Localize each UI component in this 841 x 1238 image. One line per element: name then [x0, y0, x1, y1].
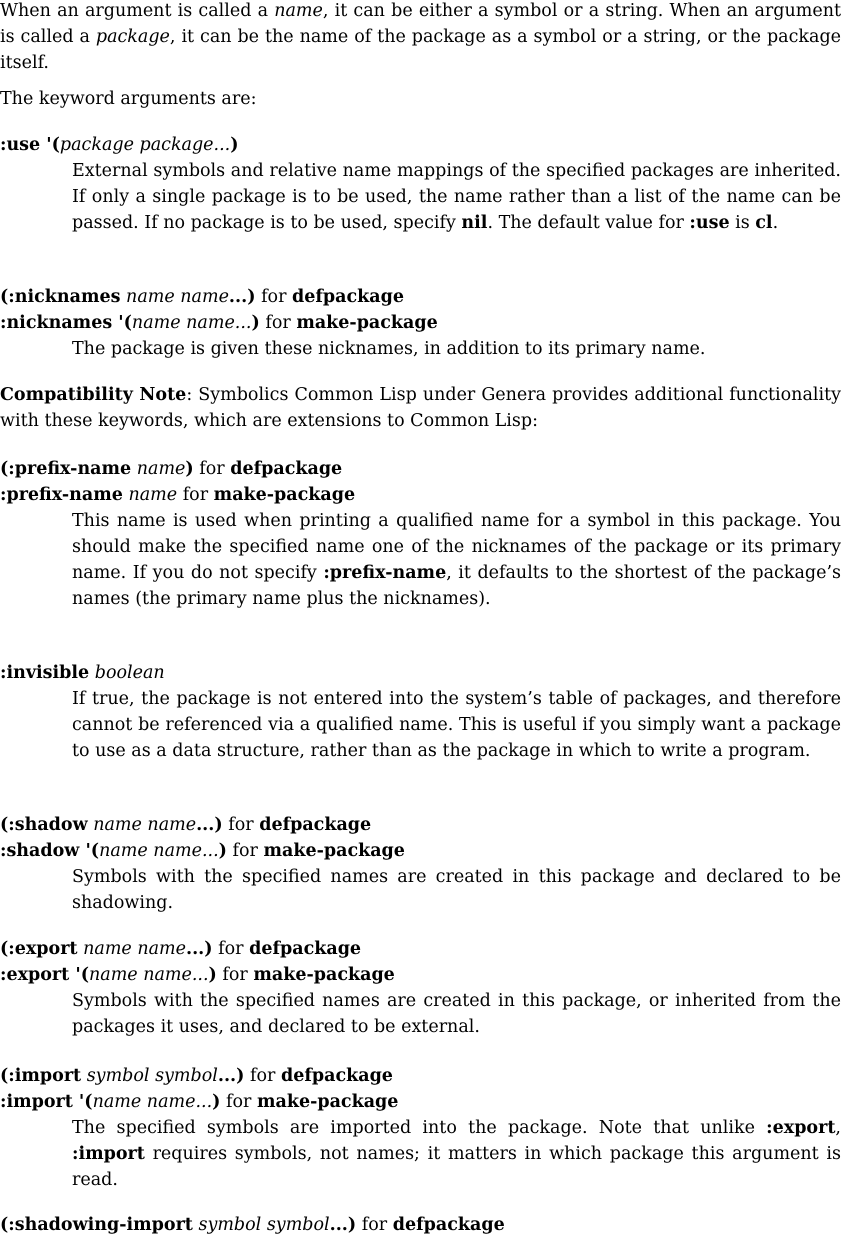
- name-term: name: [274, 1, 323, 21]
- import-term-make-package: :import '(name name...) for make-package: [0, 1092, 399, 1112]
- import-description: The specified symbols are imported into the package. Note that unlike :export, :import requires symbols, not names; it matters in which package this argument is read.: [72, 1118, 841, 1190]
- prefix-name-term-defpackage: (:prefix-name name) for defpackage: [0, 459, 343, 479]
- nicknames-description: The package is given these nicknames, in addition to its primary name.: [72, 339, 706, 359]
- export-term-defpackage: (:export name name...) for defpackage: [0, 939, 362, 959]
- package-term: package: [95, 27, 170, 47]
- export-term-make-package: :export '(name name...) for make-package: [0, 965, 395, 985]
- invisible-description: If true, the package is not entered into the system’s table of packages, and therefore cannot be referenced via a qualified name. This is useful if you simply want a package to use as a data structure, rather than as the package in which to write a program.: [72, 689, 841, 761]
- compatibility-note: Compatibility Note: Symbolics Common Lisp under Genera provides additional functionality with these keywords, which are extensions to Common Lisp:: [0, 385, 841, 431]
- use-term: :use '(package package...): [0, 135, 239, 155]
- nicknames-term-make-package: :nicknames '(name name...) for make-package: [0, 313, 438, 333]
- shadow-description: Symbols with the specified names are created in this package and declared to be shadowing.: [72, 867, 841, 913]
- shadow-term-make-package: :shadow '(name name...) for make-package: [0, 841, 405, 861]
- use-description: External symbols and relative name mappings of the specified packages are inherited. If only a single package is to be used, the name rather than a list of the name can be passed. If no package is to be used, specify nil. The default value for :use is cl.: [72, 161, 841, 233]
- nicknames-term-defpackage: (:nicknames name name...) for defpackage: [0, 287, 404, 307]
- intro-paragraph: When an argument is called a name, it can be either a symbol or a string. When an argument is called a package, it can be the name of the package as a symbol or a string, or the package itself.: [0, 1, 841, 73]
- prefix-name-description: This name is used when printing a qualified name for a symbol in this package. You should make the specified name one of the nicknames of the package or its primary name. If you do not specify :prefix-name, it defaults to the shortest of the package’s names (the primary name plus the nicknames).: [72, 511, 841, 609]
- keywords-heading: The keyword arguments are:: [0, 89, 257, 109]
- shadowing-import-term-defpackage: (:shadowing-import symbol symbol...) for defpackage: [0, 1215, 505, 1235]
- export-description: Symbols with the specified names are created in this package, or inherited from the packages it uses, and declared to be external.: [72, 991, 841, 1037]
- prefix-name-term-make-package: :prefix-name name for make-package: [0, 485, 356, 505]
- invisible-term: :invisible boolean: [0, 663, 165, 683]
- shadow-term-defpackage: (:shadow name name...) for defpackage: [0, 815, 372, 835]
- import-term-defpackage: (:import symbol symbol...) for defpackage: [0, 1066, 393, 1086]
